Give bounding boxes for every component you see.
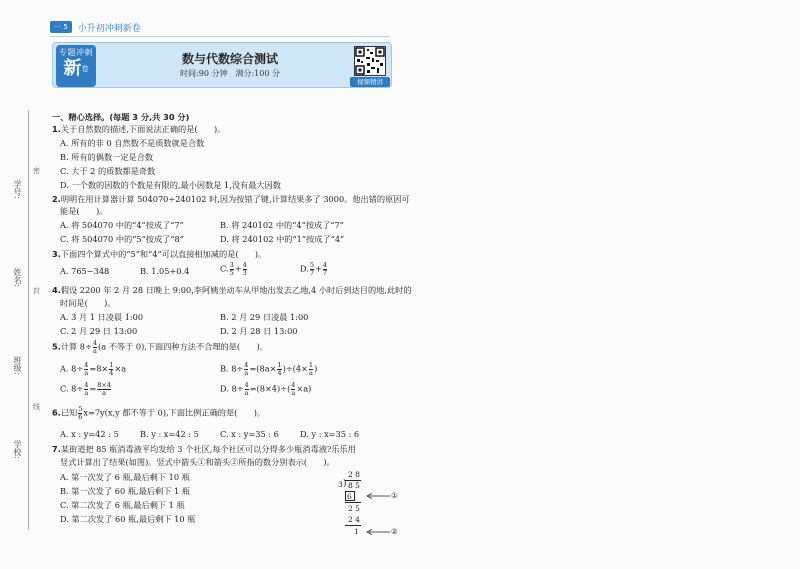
q7-option-a: A. 第一次发了 6 瓶,最后剩下 10 瓶 xyxy=(60,472,190,482)
division-step2: 2 4 xyxy=(348,515,360,524)
q5-option-d: D. 8÷ $\frac{4}{a}$ =(8×4)÷( $\frac{4}{a}$ ×a) xyxy=(220,381,312,397)
q6-option-d: D. y : x=35 : 6 xyxy=(300,429,360,439)
question-1: 1.关于自然数的描述,下面说法正确的是( )。 xyxy=(52,124,226,134)
division-quotient: 2 8 xyxy=(348,470,360,479)
q1-option-a: A. 所有的非 0 自然数不是质数就是合数 xyxy=(60,138,205,148)
question-2: 2.明明在用计算器计算 504070÷240102 时,因为按错了键,计算结果多了 3000。他出错的原因可 xyxy=(52,194,410,204)
q1-option-b: B. 所有的偶数一定是合数 xyxy=(60,152,154,162)
division-remainder1: 2 5 xyxy=(348,504,360,513)
q2-option-d: D. 将 240102 中的“1”按成了“4” xyxy=(220,234,345,244)
top-strip xyxy=(50,20,141,34)
q4-option-c: C. 2 月 29 日 13:00 xyxy=(60,326,138,336)
qr-code-icon[interactable] xyxy=(354,46,386,76)
qr-caption: 视频精讲 xyxy=(350,77,390,87)
arrow-1-label: ① xyxy=(391,491,398,500)
q3-option-d: D. $\frac{5}{7}$ + $\frac{4}{7}$ xyxy=(300,261,328,277)
q5-option-c: C. 8÷ $\frac{4}{a}$ = $\frac{8\times 4}{a}$ xyxy=(60,381,111,397)
badge-top-text: 专题冲刺 xyxy=(59,48,93,57)
q4-option-a: A. 3 月 1 日凌晨 1:00 xyxy=(60,312,144,322)
page-subtitle: 时间:90 分钟 满分:100 分 xyxy=(180,69,280,78)
division-line1 xyxy=(345,502,361,503)
q5-option-b: B. 8÷ $\frac{4}{a}$ =(8a× $\frac{1}{4}$ )÷(4× $\frac{1}{a}$ ) xyxy=(220,361,318,377)
badge-logo xyxy=(56,45,96,87)
question-5: 5.计算 8÷ $\frac{4}{a}$ (a 不等于 0),下面四种方法不合理的是( )。 xyxy=(52,339,268,355)
q7-option-d: D. 第二次发了 60 瓶,最后剩下 10 瓶 xyxy=(60,514,196,524)
division-remainder2: 1 xyxy=(354,527,359,536)
question-7: 7.某街道把 85 瓶消毒液平均发给 3 个社区,每个社区可以分得多少瓶消毒液?乐乐用 xyxy=(52,444,356,454)
q6-option-a: A. x : y=42 : 5 xyxy=(60,429,119,439)
question-6: 6.已知 $\frac{5}{6}$ x=7y(x,y 都不等于 0),下面比例正确的是( )。 xyxy=(52,405,266,421)
margin-mark-seal1: 密 xyxy=(33,167,40,175)
q7-option-c: C. 第二次发了 6 瓶,最后剩下 1 瓶 xyxy=(60,500,185,510)
margin-label-class: 班级: xyxy=(13,356,22,375)
margin-mark-seal2: 封 xyxy=(33,287,40,295)
q1-option-c: C. 大于 2 的质数都是奇数 xyxy=(60,166,156,176)
long-division-figure xyxy=(338,470,408,540)
arrow-2-icon xyxy=(366,529,390,535)
question-4-cont: 时间是( )。 xyxy=(60,298,116,308)
division-bracket: ) xyxy=(343,479,347,489)
q4-option-b: B. 2 月 29 日凌晨 1:00 xyxy=(220,312,309,322)
arrow-2-label: ② xyxy=(391,527,398,536)
badge-main xyxy=(56,58,96,80)
q3-option-a: A. 765−348 xyxy=(60,266,110,276)
q2-option-b: B. 将 240102 中的“4”按成了“7” xyxy=(220,220,344,230)
q6-option-b: B. y : x=42 : 5 xyxy=(140,429,199,439)
q2-option-c: C. 将 504070 中的“5”按成了“8” xyxy=(60,234,184,244)
binding-line xyxy=(28,110,29,530)
margin-mark-line: 线 xyxy=(33,403,40,411)
q6-option-c: C. x : y=35 : 6 xyxy=(220,429,279,439)
badge-main-char: 新 xyxy=(63,58,82,79)
series-name: 小升初冲刺新卷 xyxy=(77,23,141,34)
q3-option-b: B. 1.05+0.4 xyxy=(140,266,190,276)
question-4: 4.假设 2200 年 2 月 28 日晚上 9:00,李阿姨坐动车从甲地出发去乙地,4 小时后到达目的地,此时的 xyxy=(52,285,412,295)
q2-option-a: A. 将 504070 中的“4”按成了“7” xyxy=(60,220,184,230)
margin-label-student-id: 学号: xyxy=(13,180,22,199)
q1-option-d: D. 一个数的因数的个数是有限的,最小因数是 1,没有最大因数 xyxy=(60,180,281,190)
division-divisor: 3 xyxy=(338,480,343,489)
page-tag: 一 5 xyxy=(50,21,72,33)
q3-option-c: C. $\frac{3}{5}$ + $\frac{4}{3}$ xyxy=(220,261,247,277)
top-divider xyxy=(50,36,390,37)
question-2-cont: 能是( )。 xyxy=(60,206,108,216)
badge-sub-char: 卷 xyxy=(81,65,89,73)
arrow-1-icon xyxy=(366,493,390,499)
q7-option-b: B. 第一次发了 60 瓶,最后剩下 1 瓶 xyxy=(60,486,190,496)
section-heading: 一、精心选择。(每题 3 分,共 30 分) xyxy=(52,112,190,122)
question-7-cont: 竖式计算出了结果(如图)。竖式中箭头①和箭头②所指的数分别表示( )。 xyxy=(60,457,335,467)
question-3: 3.下面四个算式中的“5”和“4”可以直接相加减的是( )。 xyxy=(52,249,267,259)
margin-label-school: 学校: xyxy=(13,440,22,459)
q5-option-a: A. 8÷ $\frac{4}{a}$ =8× $\frac{1}{4}$ ×a xyxy=(60,361,127,377)
page-title: 数与代数综合测试 xyxy=(181,52,278,66)
division-dividend: 8 5 xyxy=(348,481,360,490)
division-step1: 6 xyxy=(347,492,352,501)
margin-label-name: 姓名: xyxy=(13,268,22,287)
division-line2 xyxy=(345,525,361,526)
q4-option-d: D. 2 月 28 日 13:00 xyxy=(220,326,298,336)
